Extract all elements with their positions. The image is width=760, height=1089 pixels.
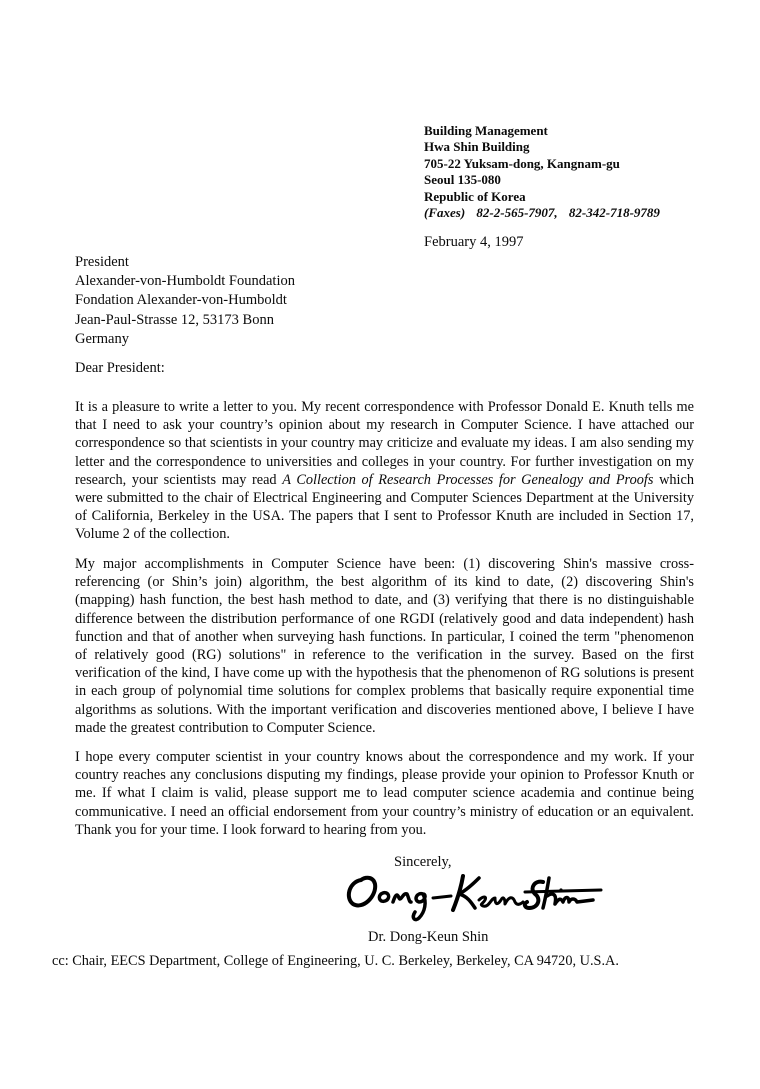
letter-date: February 4, 1997 (424, 234, 524, 250)
cc-line: cc: Chair, EECS Department, College of Engineering, U. C. Berkeley, Berkeley, CA 94720, U.S.A. (52, 953, 619, 969)
recipient-line: Fondation Alexander-von-Humboldt (75, 292, 287, 309)
body-paragraph-1 (75, 398, 694, 544)
body-paragraph-2: My major accomplishments in Computer Science have been: (1) discovering Shin's massive cross-referencing (or Shin’s join) algorithm, the best algorithm of its kind to date, (2) discovering Shin's (mapping) hash function, the best hash method to date, and (3) verifying that there is no distinguishable difference between the distribution performance of one RGDI (relatively good and data independent) hash function and that of another when surveying hash functions. In particular, I coined the term "phenomenon of relatively good (RG) solutions" in reference to the verification in the survey. Based on the first verification of the kind, I have come up with the hypothesis that the phenomenon of RG solutions is present in each group of polynomial time solutions for complex problems that basically require exponential time algorithms as solutions. With the important verification and discoveries mentioned above, I believe I have made the greatest contribution to Computer Science. (75, 556, 694, 736)
fax-number-1: 82-2-565-7907, (476, 205, 558, 221)
paragraph-text: It is a pleasure to write a letter to you. My recent correspondence with Professor Donald E. Knuth tells me that I need to ask your country’s opinion about my research in Computer Science. I have attached our correspondence so that scientists in your country may criticize and evaluate my ideas. I am also sending my letter and the correspondence to universities and colleges in your country. For further investigation on my research, your scientists may read (75, 399, 694, 488)
recipient-line: Germany (75, 330, 129, 347)
signer-name: Dr. Dong-Keun Shin (368, 929, 489, 945)
collection-title: A Collection of Research Processes for Genealogy and Proofs (282, 471, 654, 488)
recipient-line: Alexander-von-Humboldt Foundation (75, 273, 295, 290)
paragraph-text: which were submitted to the chair of Electrical Engineering and Computer Sciences Department at the University of California, Berkeley in the USA. The papers that I sent to Professor Knuth are included in Section 17, Volume 2 of the collection. (75, 471, 695, 543)
sender-address (424, 123, 668, 221)
sender-line: 705-22 Yuksam-dong, Kangnam-gu (424, 155, 620, 171)
sender-line: Hwa Shin Building (424, 139, 530, 155)
closing: Sincerely, (394, 854, 452, 870)
fax-label: (Faxes) (424, 205, 466, 221)
body-paragraph-3: I hope every computer scientist in your country knows about the correspondence and my work. If your country reaches any conclusions disputing my findings, please provide your opinion to Professor Knuth or me. If what I claim is valid, please support me to lead computer science academia and continue being communicative. I need an official endorsement from your country’s ministry of education or an equivalent. Thank you for your time. I look forward to hearing from you. (75, 749, 694, 838)
fax-number-2: 82-342-718-9789 (568, 205, 660, 221)
handwritten-signature (343, 868, 605, 922)
fax-numbers (424, 205, 668, 221)
sender-line: Seoul 135-080 (424, 172, 501, 188)
recipient-line: Jean-Paul-Strasse 12, 53173 Bonn (75, 311, 274, 328)
salutation: Dear President: (75, 360, 165, 376)
recipient-line: President (75, 254, 129, 270)
recipient-address (75, 253, 295, 349)
sender-line: Building Management (424, 123, 548, 138)
sender-line: Republic of Korea (424, 188, 526, 204)
